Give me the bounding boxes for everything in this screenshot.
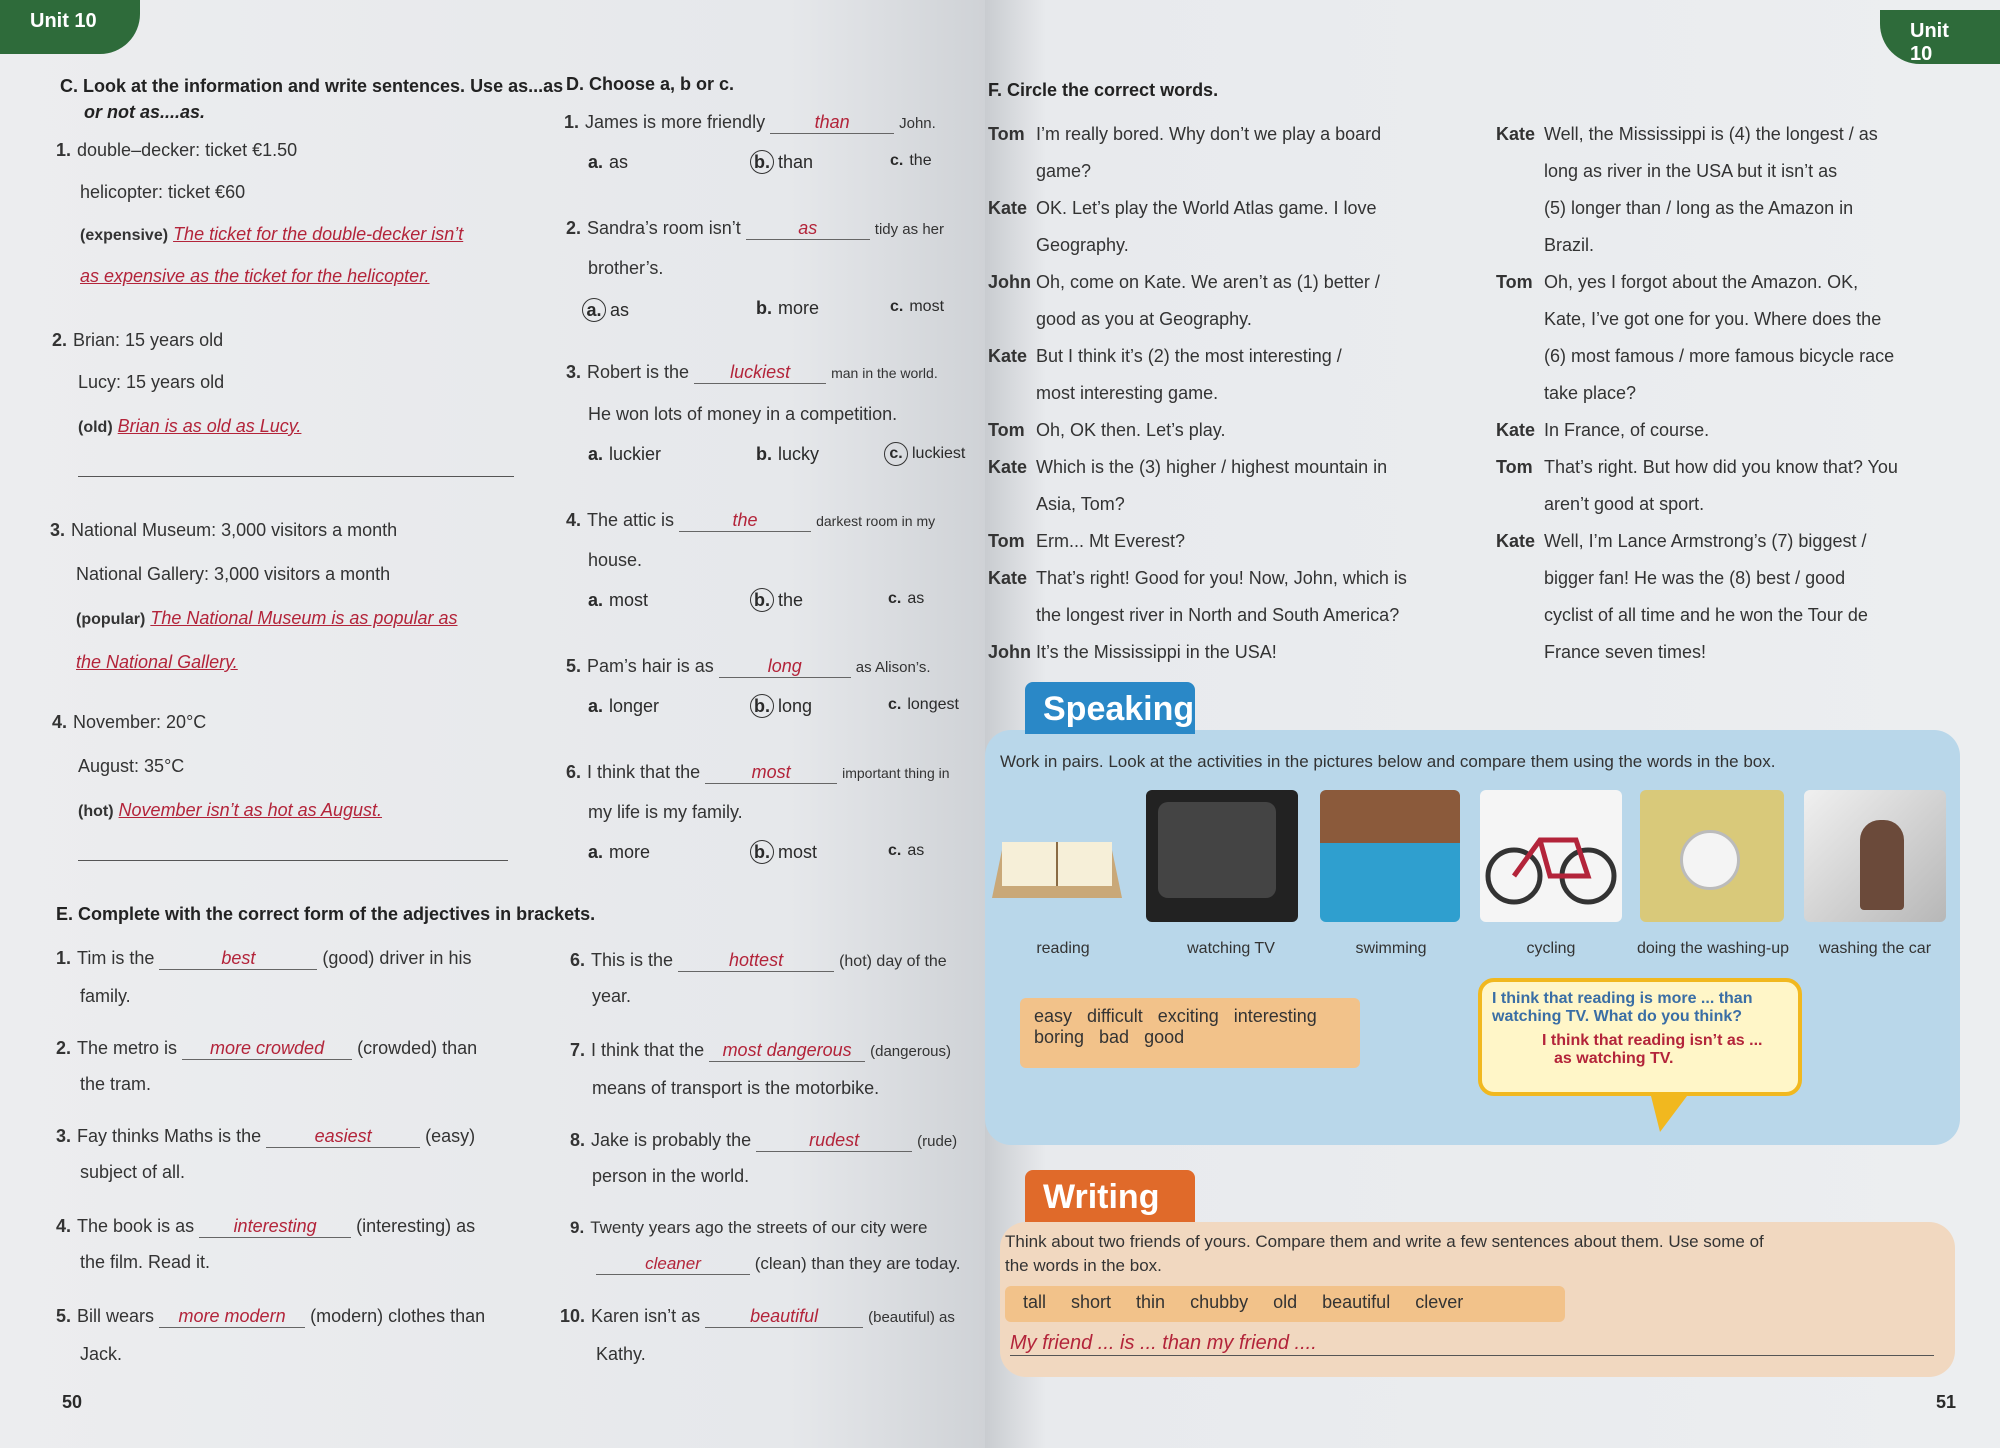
e-item-9: 9. Twenty years ago the streets of our city were — [570, 1218, 928, 1237]
c-item-2-line2: Lucy: 15 years old — [78, 372, 225, 392]
d-item-1: 1. James is more friendly than John. — [564, 112, 936, 132]
dialogue-line: good as you at Geography. — [1036, 309, 1252, 329]
dialogue-line: Asia, Tom? — [1036, 494, 1125, 514]
c-item-1-answer-2: as expensive as the ticket for the helicopter. — [80, 266, 430, 286]
activity-label: doing the washing-up — [1636, 940, 1790, 957]
dialogue-line: game? — [1036, 161, 1092, 181]
e-item-4: 4. The book is as interesting (interesting) as — [56, 1216, 476, 1236]
dialogue-line: Tom Erm... Mt Everest? — [988, 531, 1186, 551]
dialogue-line: Kate Well, I’m Lance Armstrong’s (7) biggest / — [1496, 531, 1867, 551]
e-item-4-cont: the film. Read it. — [80, 1252, 211, 1272]
d-item-1-option-b[interactable]: b. than — [750, 150, 813, 174]
c-item-1-line2: helicopter: ticket €60 — [80, 182, 246, 202]
section-c-title: C. Look at the information and write sentences. Use as...as — [60, 76, 564, 96]
dialogue-line: Tom That’s right. But how did you know that? You — [1496, 457, 1898, 477]
dialogue-line: Kate That’s right! Good for you! Now, John, which is — [988, 568, 1407, 588]
writing-instruction-2: the words in the box. — [1005, 1256, 1162, 1275]
c-item-3-line2: National Gallery: 3,000 visitors a month — [76, 564, 391, 584]
washing-up-icon — [1640, 790, 1784, 922]
unit-tab-right: Unit 10 — [1880, 10, 2000, 64]
dialogue-line: (6) most famous / more famous bicycle race — [1544, 346, 1895, 366]
d-item-4-option-a[interactable]: a. most — [588, 590, 649, 610]
c-item-3-line1: 3. National Museum: 3,000 visitors a month — [50, 520, 398, 540]
section-f-title: F. Circle the correct words. — [988, 80, 1219, 100]
section-c-title-line2: or not as....as. — [84, 102, 206, 122]
speech-bubble-tail — [1650, 1092, 1690, 1132]
d-item-3-option-a[interactable]: a. luckier — [588, 444, 662, 464]
tv-icon — [1146, 790, 1298, 922]
dialogue-line: Kate OK. Let’s play the World Atlas game. I love — [988, 198, 1377, 218]
e-item-3: 3. Fay thinks Maths is the easiest (easy) — [56, 1126, 476, 1146]
e-item-1: 1. Tim is the best (good) driver in his — [56, 948, 472, 968]
c-item-2-answer: (old) Brian is as old as Lucy. — [78, 416, 302, 436]
dialogue-col1 — [988, 116, 1407, 671]
dialogue-line: Kate In France, of course. — [1496, 420, 1710, 440]
c-item-2-line1: 2. Brian: 15 years old — [52, 330, 224, 350]
d-item-6-option-c[interactable]: c. as — [888, 842, 925, 859]
e-item-5-cont: Jack. — [80, 1344, 123, 1364]
c-item-4-answer: (hot) November isn’t as hot as August. — [78, 800, 383, 820]
activity-label: cycling — [1526, 940, 1576, 957]
e-item-8: 8. Jake is probably the rudest (rude) — [570, 1130, 958, 1150]
writing-instruction-1: Think about two friends of yours. Compare them and write a few sentences about them. Use some of — [1005, 1232, 1764, 1251]
dialogue-line: Tom Oh, yes I forgot about the Amazon. OK, — [1496, 272, 1859, 292]
d-item-6: 6. I think that the most important thing in — [566, 762, 950, 782]
dialogue-line: France seven times! — [1544, 642, 1707, 662]
e-item-6-cont: year. — [592, 986, 632, 1006]
dialogue-line: Brazil. — [1544, 235, 1595, 255]
writing-answer-line: My friend ... is ... than my friend .... — [1010, 1332, 1934, 1356]
d-item-6-option-a[interactable]: a. more — [588, 842, 651, 862]
d-item-3-option-b[interactable]: b. lucky — [756, 444, 820, 464]
d-item-2-option-a[interactable]: a. as — [582, 298, 629, 322]
d-item-5-option-b[interactable]: b. long — [750, 694, 812, 718]
e-item-10: 10. Karen isn’t as beautiful (beautiful) as — [560, 1306, 955, 1326]
activity-label: swimming — [1355, 940, 1427, 957]
d-item-3-option-c[interactable]: c. luckiest — [884, 442, 965, 466]
c-item-4-blank-line — [78, 860, 508, 861]
d-item-4-option-b[interactable]: b. the — [750, 588, 803, 612]
d-item-2: 2. Sandra’s room isn’t as tidy as her — [566, 218, 944, 238]
section-d-title: D. Choose a, b or c. — [566, 74, 735, 94]
dialogue-line: cyclist of all time and he won the Tour de — [1544, 605, 1868, 625]
speaking-word-box: easy difficult exciting interesting boring bad good — [1020, 998, 1360, 1068]
page-number-right: 51 — [1936, 1392, 1957, 1412]
e-item-6: 6. This is the hottest (hot) day of the — [570, 950, 947, 970]
d-item-1-option-c[interactable]: c. the — [890, 152, 932, 169]
dialogue-line: bigger fan! He was the (8) best / good — [1544, 568, 1846, 588]
e-item-8-cont: person in the world. — [592, 1166, 750, 1186]
e-item-7: 7. I think that the most dangerous (dangerous) — [570, 1040, 952, 1060]
washing-car-icon — [1804, 790, 1946, 922]
e-item-1-cont: family. — [80, 986, 131, 1006]
dialogue-line: (5) longer than / long as the Amazon in — [1544, 198, 1854, 218]
activity-label: washing the car — [1818, 940, 1932, 957]
e-item-2-cont: the tram. — [80, 1074, 152, 1094]
activity-label: watching TV — [1187, 940, 1275, 957]
c-item-3-answer-2: the National Gallery. — [76, 652, 238, 672]
dialogue-line: long as river in the USA but it isn’t as — [1544, 161, 1838, 181]
dialogue-line: Kate, I’ve got one for you. Where does the — [1544, 309, 1882, 329]
dialogue-line: take place? — [1544, 383, 1637, 403]
swimming-pool-icon — [1320, 790, 1460, 922]
dialogue-line: John It’s the Mississippi in the USA! — [988, 642, 1277, 662]
writing-word-box: tall short thin chubby old beautiful clever — [1005, 1286, 1565, 1322]
d-item-2-option-b[interactable]: b. more — [756, 298, 820, 318]
c-item-1-line1: 1. double–decker: ticket €1.50 — [56, 140, 298, 160]
page-number-left: 50 — [62, 1392, 83, 1412]
d-item-4: 4. The attic is the darkest room in my — [566, 510, 936, 530]
d-item-4-option-c[interactable]: c. as — [888, 590, 925, 607]
e-item-5: 5. Bill wears more modern (modern) clothes than — [56, 1306, 486, 1326]
unit-tab-left: Unit 10 — [0, 0, 140, 54]
dialogue-line: Kate Well, the Mississippi is (4) the longest / as — [1496, 124, 1878, 144]
e-item-2: 2. The metro is more crowded (crowded) than — [56, 1038, 478, 1058]
d-item-6-option-b[interactable]: b. most — [750, 840, 817, 864]
c-item-4-line1: 4. November: 20°C — [52, 712, 207, 732]
d-item-2-cont: brother’s. — [588, 258, 664, 278]
c-item-1-answer: (expensive) The ticket for the double-decker isn’t — [80, 224, 464, 244]
d-item-4-cont: house. — [588, 550, 643, 570]
c-item-3-answer: (popular) The National Museum is as popular as — [76, 608, 458, 628]
e-item-3-cont: subject of all. — [80, 1162, 186, 1182]
dialogue-col2 — [1496, 116, 1898, 671]
speech-bubble: I think that reading is more ... than watching TV. What do you think? I think that reading isn’t as ... as watching TV. — [1478, 978, 1802, 1096]
e-item-7-cont: means of transport is the motorbike. — [592, 1078, 880, 1098]
d-item-3: 3. Robert is the luckiest man in the world. — [566, 362, 938, 382]
writing-tag: Writing — [1025, 1170, 1195, 1222]
dialogue-line: Geography. — [1036, 235, 1129, 255]
dialogue-line: most interesting game. — [1036, 383, 1219, 403]
speaking-tag: Speaking — [1025, 682, 1195, 734]
d-item-5: 5. Pam’s hair is as long as Alison’s. — [566, 656, 931, 676]
d-item-2-option-c[interactable]: c. most — [890, 298, 945, 315]
book-icon — [982, 790, 1132, 922]
dialogue-line: Kate Which is the (3) higher / highest mountain in — [988, 457, 1388, 477]
d-item-5-option-c[interactable]: c. longest — [888, 696, 959, 713]
bicycle-icon — [1480, 790, 1622, 922]
d-item-6-cont: my life is my family. — [588, 802, 743, 822]
c-item-2-blank-line — [78, 476, 514, 477]
dialogue-line: Tom Oh, OK then. Let’s play. — [988, 420, 1226, 440]
c-item-4-line2: August: 35°C — [78, 756, 185, 776]
d-item-3-cont: He won lots of money in a competition. — [588, 404, 898, 424]
dialogue-line: the longest river in North and South America? — [1036, 605, 1400, 625]
e-item-10-cont: Kathy. — [596, 1344, 646, 1364]
dialogue-line: aren’t good at sport. — [1544, 494, 1705, 514]
e-item-9-cont: cleaner (clean) than they are today. — [596, 1254, 960, 1275]
d-item-1-option-a[interactable]: a. as — [588, 152, 629, 172]
dialogue-line: John Oh, come on Kate. We aren’t as (1) better / — [988, 272, 1380, 292]
speaking-instruction: Work in pairs. Look at the activities in the pictures below and compare them using the words in the box. — [1000, 752, 1776, 771]
activity-label: reading — [1036, 940, 1090, 957]
dialogue-line: Tom I’m really bored. Why don’t we play a board — [988, 124, 1382, 144]
dialogue-line: Kate But I think it’s (2) the most interesting / — [988, 346, 1342, 366]
section-e-title: E. Complete with the correct form of the adjectives in brackets. — [56, 904, 596, 924]
d-item-5-option-a[interactable]: a. longer — [588, 696, 660, 716]
